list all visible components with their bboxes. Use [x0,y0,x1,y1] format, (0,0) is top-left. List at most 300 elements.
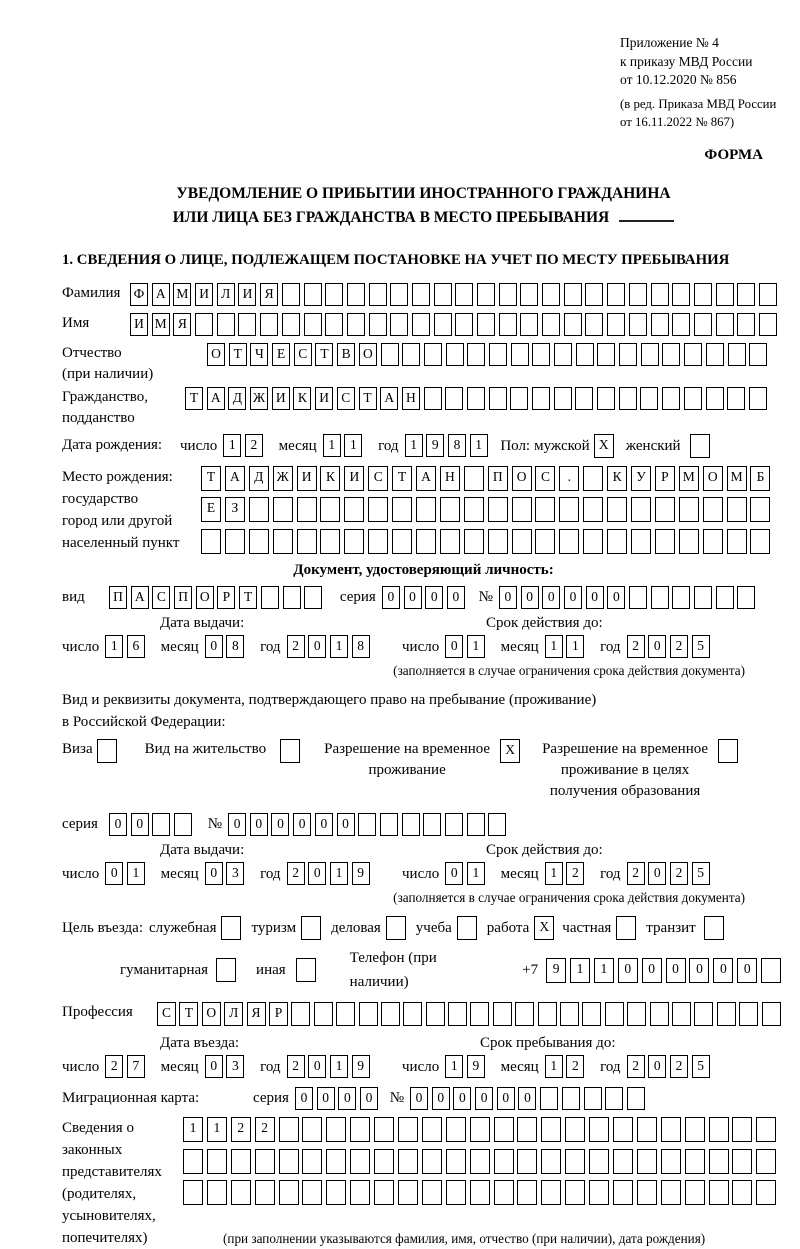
char-cell[interactable] [685,1149,705,1174]
char-cell[interactable]: 2 [287,862,305,885]
char-cell[interactable] [344,497,364,522]
char-cell[interactable] [727,497,747,522]
char-cell[interactable] [238,313,256,336]
char-cell[interactable]: 0 [109,813,127,836]
char-cell[interactable]: 2 [231,1117,251,1142]
char-cell[interactable] [398,1180,418,1205]
char-cell[interactable] [402,813,420,836]
char-cell[interactable]: Т [359,387,377,410]
char-cell[interactable]: 1 [545,1055,563,1078]
char-cell[interactable]: 1 [470,434,488,457]
char-cell[interactable] [412,313,430,336]
char-cell[interactable] [477,313,495,336]
char-cell[interactable]: 0 [250,813,268,836]
char-cell[interactable] [517,1149,537,1174]
char-cell[interactable]: 0 [447,586,465,609]
char-cell[interactable] [716,586,734,609]
char-cell[interactable] [512,497,532,522]
char-cell[interactable] [737,283,755,306]
char-cell[interactable] [718,739,738,763]
char-cell[interactable]: 0 [689,958,709,983]
char-cell[interactable] [494,1180,514,1205]
char-cell[interactable]: Я [173,313,191,336]
char-cell[interactable]: И [344,466,364,491]
char-cell[interactable]: 0 [586,586,604,609]
char-cell[interactable] [231,1149,251,1174]
char-cell[interactable]: Д [228,387,246,410]
char-cell[interactable] [369,313,387,336]
char-cell[interactable] [390,313,408,336]
char-cell[interactable]: 2 [627,862,645,885]
char-cell[interactable] [470,1180,490,1205]
char-cell[interactable]: 5 [692,1055,710,1078]
char-cell[interactable] [703,529,723,554]
char-cell[interactable]: . [559,466,579,491]
char-cell[interactable] [662,343,680,366]
char-cell[interactable]: 0 [737,958,757,983]
char-cell[interactable] [440,529,460,554]
char-cell[interactable] [627,1002,646,1026]
char-cell[interactable] [629,586,647,609]
char-cell[interactable]: 3 [226,862,244,885]
char-cell[interactable]: П [174,586,192,609]
char-cell[interactable]: С [337,387,355,410]
char-cell[interactable] [605,1002,624,1026]
char-cell[interactable]: 0 [131,813,149,836]
char-cell[interactable]: 1 [207,1117,227,1142]
char-cell[interactable] [455,313,473,336]
char-cell[interactable]: 0 [564,586,582,609]
char-cell[interactable] [750,529,770,554]
char-cell[interactable]: К [607,466,627,491]
char-cell[interactable] [183,1180,203,1205]
char-cell[interactable]: А [131,586,149,609]
char-cell[interactable] [655,497,675,522]
char-cell[interactable] [585,283,603,306]
char-cell[interactable] [535,529,555,554]
char-cell[interactable] [694,313,712,336]
char-cell[interactable] [583,466,603,491]
char-cell[interactable]: Т [185,387,203,410]
char-cell[interactable]: 2 [287,1055,305,1078]
char-cell[interactable] [304,283,322,306]
char-cell[interactable]: 0 [499,586,517,609]
char-cell[interactable] [662,387,680,410]
char-cell[interactable]: 9 [352,1055,370,1078]
char-cell[interactable]: Н [440,466,460,491]
char-cell[interactable] [477,283,495,306]
char-cell[interactable] [564,313,582,336]
char-cell[interactable] [216,958,236,982]
char-cell[interactable] [374,1180,394,1205]
char-cell[interactable] [381,343,399,366]
char-cell[interactable]: X [500,739,520,763]
char-cell[interactable] [434,313,452,336]
char-cell[interactable]: Л [217,283,235,306]
char-cell[interactable] [616,916,636,940]
char-cell[interactable] [535,497,555,522]
char-cell[interactable] [273,529,293,554]
char-cell[interactable]: 8 [448,434,466,457]
char-cell[interactable] [422,1180,442,1205]
char-cell[interactable] [434,283,452,306]
char-cell[interactable] [424,343,442,366]
char-cell[interactable]: Н [402,387,420,410]
char-cell[interactable]: 0 [445,862,463,885]
char-cell[interactable] [358,813,376,836]
char-cell[interactable]: К [293,387,311,410]
char-cell[interactable] [576,343,594,366]
char-cell[interactable] [412,283,430,306]
char-cell[interactable]: 0 [618,958,638,983]
char-cell[interactable]: 1 [545,635,563,658]
char-cell[interactable] [629,283,647,306]
char-cell[interactable]: 9 [426,434,444,457]
char-cell[interactable]: Р [655,466,675,491]
char-cell[interactable] [756,1117,776,1142]
char-cell[interactable] [489,387,507,410]
char-cell[interactable] [448,1002,467,1026]
char-cell[interactable] [607,283,625,306]
char-cell[interactable] [255,1149,275,1174]
char-cell[interactable] [97,739,117,763]
char-cell[interactable] [694,1002,713,1026]
char-cell[interactable] [759,313,777,336]
char-cell[interactable] [457,916,477,940]
char-cell[interactable] [661,1180,681,1205]
char-cell[interactable] [542,283,560,306]
char-cell[interactable]: П [488,466,508,491]
char-cell[interactable] [706,387,724,410]
char-cell[interactable] [201,529,221,554]
char-cell[interactable] [727,529,747,554]
char-cell[interactable]: 1 [127,862,145,885]
char-cell[interactable] [183,1149,203,1174]
char-cell[interactable] [152,813,170,836]
char-cell[interactable] [565,1117,585,1142]
char-cell[interactable] [273,497,293,522]
char-cell[interactable]: 0 [205,862,223,885]
char-cell[interactable] [541,1180,561,1205]
char-cell[interactable] [296,958,316,982]
char-cell[interactable] [575,387,593,410]
char-cell[interactable] [517,1117,537,1142]
char-cell[interactable] [464,466,484,491]
char-cell[interactable]: Ч [250,343,268,366]
char-cell[interactable]: 2 [287,635,305,658]
char-cell[interactable] [446,1180,466,1205]
char-cell[interactable]: 0 [497,1087,515,1110]
char-cell[interactable] [302,1180,322,1205]
char-cell[interactable] [538,1002,557,1026]
char-cell[interactable] [207,1149,227,1174]
char-cell[interactable] [494,1117,514,1142]
char-cell[interactable]: 0 [295,1087,313,1110]
char-cell[interactable] [631,529,651,554]
char-cell[interactable]: И [315,387,333,410]
char-cell[interactable]: 2 [670,862,688,885]
char-cell[interactable] [368,497,388,522]
char-cell[interactable]: 5 [692,862,710,885]
char-cell[interactable]: Д [249,466,269,491]
char-cell[interactable]: 0 [315,813,333,836]
char-cell[interactable] [398,1149,418,1174]
char-cell[interactable] [651,313,669,336]
char-cell[interactable] [231,1180,251,1205]
char-cell[interactable]: 2 [627,1055,645,1078]
char-cell[interactable] [314,1002,333,1026]
char-cell[interactable]: 2 [245,434,263,457]
char-cell[interactable]: П [109,586,127,609]
char-cell[interactable] [716,313,734,336]
char-cell[interactable] [737,586,755,609]
char-cell[interactable]: К [320,466,340,491]
char-cell[interactable] [380,813,398,836]
char-cell[interactable] [532,387,550,410]
char-cell[interactable] [344,529,364,554]
char-cell[interactable]: 0 [271,813,289,836]
char-cell[interactable] [559,497,579,522]
char-cell[interactable] [207,1180,227,1205]
char-cell[interactable] [607,529,627,554]
char-cell[interactable] [619,387,637,410]
char-cell[interactable]: 0 [607,586,625,609]
char-cell[interactable]: 1 [405,434,423,457]
char-cell[interactable]: 6 [127,635,145,658]
char-cell[interactable] [661,1149,681,1174]
char-cell[interactable] [304,313,322,336]
char-cell[interactable]: 0 [642,958,662,983]
char-cell[interactable] [347,283,365,306]
char-cell[interactable] [542,313,560,336]
char-cell[interactable]: Я [260,283,278,306]
char-cell[interactable]: И [272,387,290,410]
char-cell[interactable] [325,313,343,336]
char-cell[interactable] [607,313,625,336]
char-cell[interactable]: 0 [308,635,326,658]
char-cell[interactable]: 1 [105,635,123,658]
char-cell[interactable] [690,434,710,458]
char-cell[interactable] [515,1002,534,1026]
char-cell[interactable] [423,813,441,836]
char-cell[interactable]: 0 [475,1087,493,1110]
char-cell[interactable] [637,1117,657,1142]
char-cell[interactable]: 0 [293,813,311,836]
char-cell[interactable]: И [195,283,213,306]
char-cell[interactable]: 9 [546,958,566,983]
char-cell[interactable] [445,813,463,836]
char-cell[interactable] [704,916,724,940]
char-cell[interactable] [560,1002,579,1026]
char-cell[interactable] [369,283,387,306]
char-cell[interactable] [282,313,300,336]
char-cell[interactable]: X [534,916,554,940]
char-cell[interactable]: 2 [670,1055,688,1078]
char-cell[interactable] [583,529,603,554]
char-cell[interactable] [627,1087,645,1110]
char-cell[interactable]: 7 [127,1055,145,1078]
char-cell[interactable] [446,343,464,366]
char-cell[interactable]: Л [224,1002,243,1026]
char-cell[interactable]: 1 [570,958,590,983]
char-cell[interactable] [347,313,365,336]
char-cell[interactable]: 1 [594,958,614,983]
char-cell[interactable] [291,1002,310,1026]
char-cell[interactable]: 0 [521,586,539,609]
char-cell[interactable]: Т [229,343,247,366]
char-cell[interactable]: С [294,343,312,366]
char-cell[interactable] [368,529,388,554]
char-cell[interactable] [694,586,712,609]
char-cell[interactable] [613,1149,633,1174]
char-cell[interactable] [280,739,300,763]
char-cell[interactable] [749,387,767,410]
char-cell[interactable]: 0 [648,862,666,885]
char-cell[interactable] [467,813,485,836]
char-cell[interactable] [582,1002,601,1026]
char-cell[interactable] [320,529,340,554]
char-cell[interactable] [756,1149,776,1174]
char-cell[interactable] [392,497,412,522]
char-cell[interactable] [540,1087,558,1110]
char-cell[interactable] [499,313,517,336]
char-cell[interactable] [279,1149,299,1174]
char-cell[interactable] [703,497,723,522]
char-cell[interactable] [279,1117,299,1142]
char-cell[interactable] [589,1149,609,1174]
char-cell[interactable]: 0 [666,958,686,983]
char-cell[interactable]: 0 [453,1087,471,1110]
char-cell[interactable] [424,387,442,410]
char-cell[interactable]: 0 [410,1087,428,1110]
char-cell[interactable] [641,343,659,366]
char-cell[interactable] [440,497,460,522]
char-cell[interactable] [467,387,485,410]
char-cell[interactable] [279,1180,299,1205]
char-cell[interactable]: 0 [360,1087,378,1110]
char-cell[interactable]: 1 [183,1117,203,1142]
char-cell[interactable] [386,916,406,940]
char-cell[interactable] [493,1002,512,1026]
char-cell[interactable] [488,497,508,522]
char-cell[interactable] [511,343,529,366]
char-cell[interactable] [541,1117,561,1142]
char-cell[interactable]: 9 [467,1055,485,1078]
char-cell[interactable] [589,1117,609,1142]
char-cell[interactable] [403,1002,422,1026]
char-cell[interactable]: 1 [330,862,348,885]
char-cell[interactable]: М [679,466,699,491]
char-cell[interactable] [605,1087,623,1110]
char-cell[interactable]: Ф [130,283,148,306]
char-cell[interactable] [727,387,745,410]
char-cell[interactable] [631,497,651,522]
char-cell[interactable]: 1 [467,635,485,658]
char-cell[interactable]: 0 [713,958,733,983]
char-cell[interactable] [392,529,412,554]
char-cell[interactable]: 8 [352,635,370,658]
char-cell[interactable]: У [631,466,651,491]
char-cell[interactable] [422,1149,442,1174]
char-cell[interactable] [655,529,675,554]
char-cell[interactable] [390,283,408,306]
char-cell[interactable] [422,1117,442,1142]
char-cell[interactable] [255,1180,275,1205]
char-cell[interactable] [446,1117,466,1142]
char-cell[interactable] [651,283,669,306]
char-cell[interactable] [562,1087,580,1110]
char-cell[interactable]: 2 [627,635,645,658]
char-cell[interactable] [488,529,508,554]
char-cell[interactable] [583,497,603,522]
char-cell[interactable] [756,1180,776,1205]
char-cell[interactable]: 0 [432,1087,450,1110]
char-cell[interactable]: О [202,1002,221,1026]
char-cell[interactable] [651,586,669,609]
char-cell[interactable] [470,1117,490,1142]
char-cell[interactable]: Р [217,586,235,609]
char-cell[interactable]: 1 [330,1055,348,1078]
char-cell[interactable] [709,1117,729,1142]
char-cell[interactable]: 3 [226,1055,244,1078]
char-cell[interactable] [750,497,770,522]
char-cell[interactable] [470,1002,489,1026]
char-cell[interactable]: 1 [344,434,362,457]
char-cell[interactable] [564,283,582,306]
char-cell[interactable] [510,387,528,410]
char-cell[interactable]: М [152,313,170,336]
char-cell[interactable] [597,387,615,410]
char-cell[interactable] [737,313,755,336]
char-cell[interactable]: 2 [566,1055,584,1078]
char-cell[interactable] [512,529,532,554]
char-cell[interactable]: 0 [338,1087,356,1110]
char-cell[interactable]: 0 [542,586,560,609]
char-cell[interactable] [565,1149,585,1174]
char-cell[interactable] [489,343,507,366]
char-cell[interactable]: З [225,497,245,522]
char-cell[interactable] [426,1002,445,1026]
char-cell[interactable] [446,1149,466,1174]
char-cell[interactable] [559,529,579,554]
char-cell[interactable] [565,1180,585,1205]
char-cell[interactable]: 2 [670,635,688,658]
char-cell[interactable] [374,1149,394,1174]
char-cell[interactable]: Е [272,343,290,366]
char-cell[interactable] [732,1117,752,1142]
char-cell[interactable] [694,283,712,306]
char-cell[interactable]: Б [750,466,770,491]
char-cell[interactable]: 9 [352,862,370,885]
char-cell[interactable] [499,283,517,306]
char-cell[interactable] [260,313,278,336]
char-cell[interactable]: Т [392,466,412,491]
char-cell[interactable] [613,1180,633,1205]
char-cell[interactable] [359,1002,378,1026]
char-cell[interactable] [326,1180,346,1205]
char-cell[interactable] [613,1117,633,1142]
char-cell[interactable]: И [238,283,256,306]
char-cell[interactable]: 1 [545,862,563,885]
char-cell[interactable] [716,283,734,306]
char-cell[interactable]: Т [179,1002,198,1026]
char-cell[interactable]: Е [201,497,221,522]
char-cell[interactable] [488,813,506,836]
char-cell[interactable] [467,343,485,366]
char-cell[interactable] [661,1117,681,1142]
char-cell[interactable] [585,313,603,336]
char-cell[interactable]: 1 [445,1055,463,1078]
